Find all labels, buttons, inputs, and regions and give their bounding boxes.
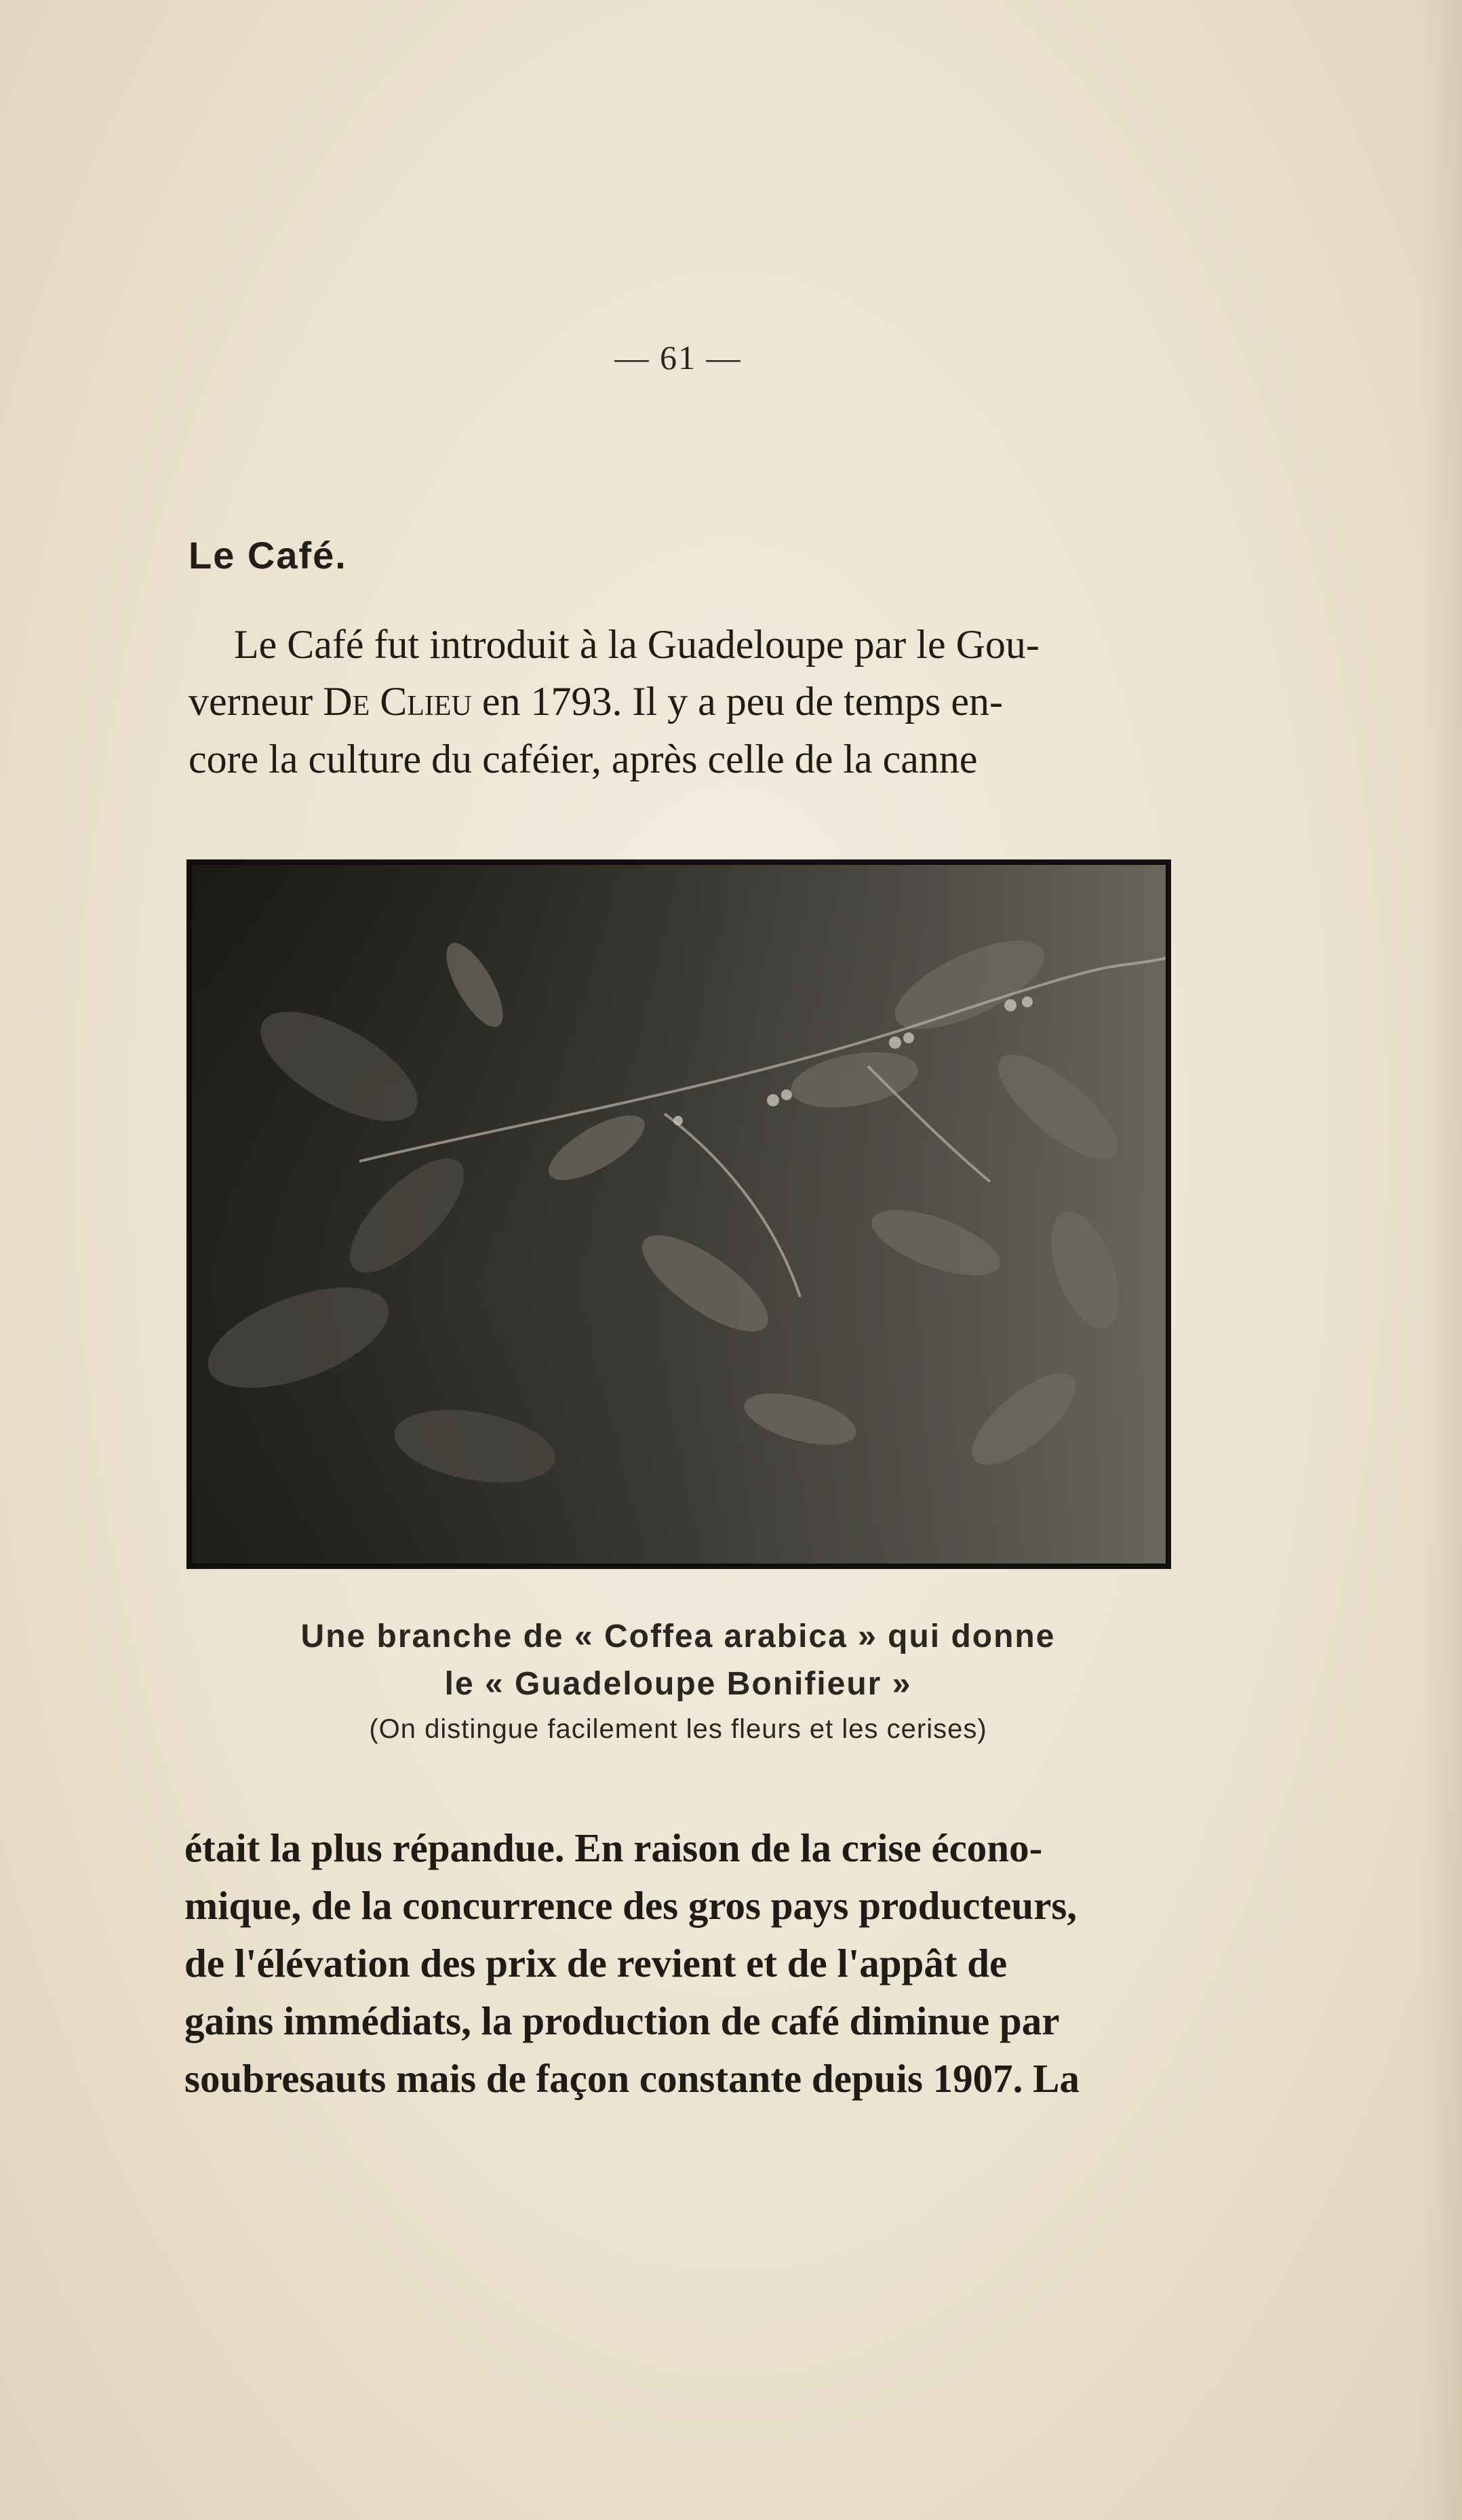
continuation-line-5: soubresauts mais de façon constante depuis 1907. La xyxy=(184,2056,1080,2101)
continuation-line-3: de l'élévation des prix de revient et de l'appât de xyxy=(184,1941,1008,1985)
intro-line-2 xyxy=(189,678,1003,725)
caption-line-3: (On distingue facilement les fleurs et les cerises) xyxy=(369,1714,987,1744)
intro-line-2-start: verneur xyxy=(189,679,323,724)
intro-line-1: Le Café fut introduit à la Guadeloupe par le Gou- xyxy=(234,622,1040,667)
coffee-branch-photo-image xyxy=(190,863,1168,1566)
continuation-line-4: gains immédiats, la production de café diminue par xyxy=(184,1998,1060,2043)
coffee-branch-photo xyxy=(186,859,1171,1569)
caption-line-2: le « Guadeloupe Bonifieur » xyxy=(444,1666,912,1702)
intro-line-3: core la culture du caféier, après celle de la canne xyxy=(189,737,978,781)
continuation-line-1: était la plus répandue. En raison de la crise écono- xyxy=(184,1825,1043,1870)
caption-line-1: Une branche de « Coffea arabica » qui donne xyxy=(300,1618,1056,1654)
section-title: Le Café. xyxy=(189,534,347,577)
intro-line-2-end: en 1793. Il y a peu de temps en- xyxy=(471,679,1003,724)
continuation-line-2: mique, de la concurrence des gros pays producteurs, xyxy=(184,1883,1078,1928)
page-edge-shadow xyxy=(1421,0,1462,2520)
page-number: — 61 — xyxy=(614,338,742,376)
governor-name: De Clieu xyxy=(323,679,472,724)
